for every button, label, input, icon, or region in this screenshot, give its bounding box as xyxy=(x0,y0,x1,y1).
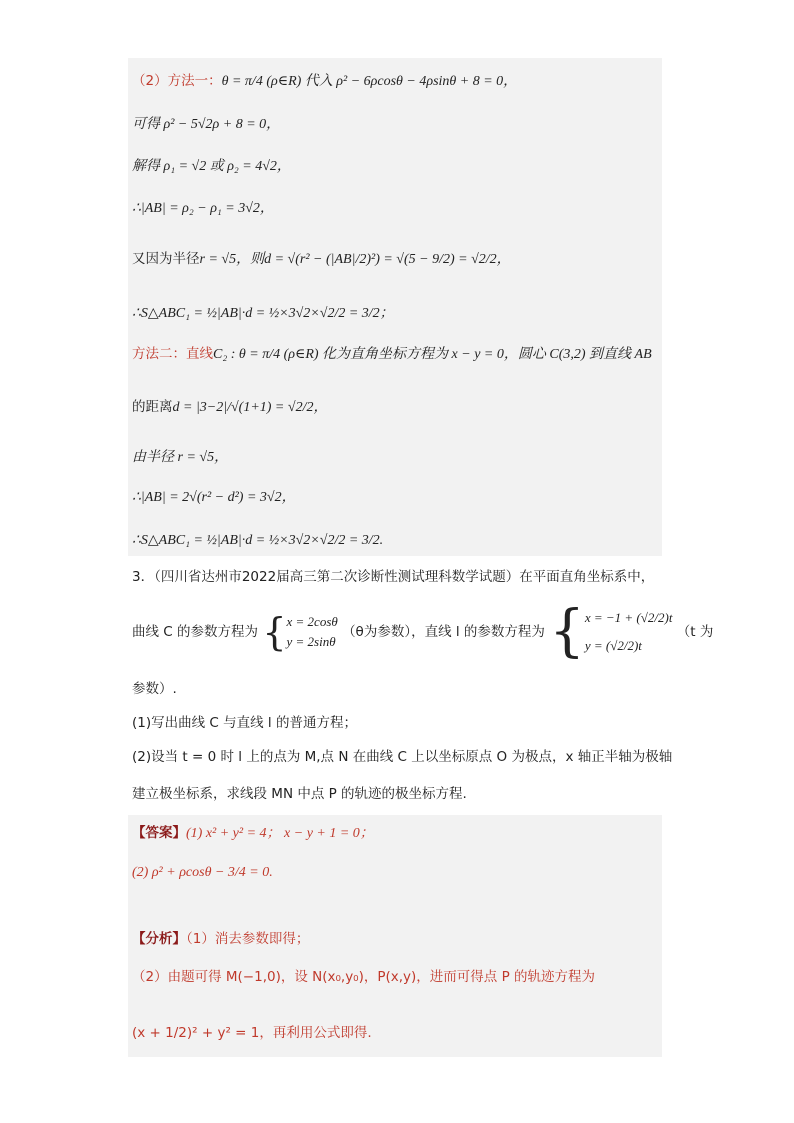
system-1-eq-2: y = 2sinθ xyxy=(286,634,336,649)
question-3-line-2 xyxy=(132,599,714,664)
question-3-line-4: (1)写出曲线 C 与直线 l 的普通方程； xyxy=(132,715,357,731)
solution-math-5c: d = √(r² − (|AB|/2)²) = √(5 − 9/2) = √2/2， xyxy=(264,252,511,267)
solution-math-1: θ = π/4 (ρ∈R) 代入 ρ² − 6ρcosθ − 4ρsinθ + 8 = 0， xyxy=(221,74,518,89)
brace-icon: { xyxy=(549,599,585,664)
method-two-label: 方法二：直线 xyxy=(132,346,213,362)
line-parametric-system xyxy=(585,608,673,656)
answer-line-1 xyxy=(132,822,374,845)
question-3-line-3: 参数）. xyxy=(132,681,177,697)
method-one-label: （2）方法一： xyxy=(132,73,222,89)
answer-tag: 【答案】 xyxy=(132,825,186,841)
solution-line-2: 可得 ρ² − 5√2ρ + 8 = 0， xyxy=(132,117,281,132)
analysis-line-3: (x + 1/2)² + y² = 1，再利用公式即得. xyxy=(132,1025,372,1041)
question-3-line-1: 3．（四川省达州市2022届高三第二次诊断性测试理科数学试题）在平面直角坐标系中， xyxy=(132,569,655,585)
question-3-line-5: (2)设当 t = 0 时 l 上的点为 M,点 N 在曲线 C 上以坐标原点 O 为极点，x 轴正半轴为极轴 xyxy=(132,749,673,765)
analysis-tag: 【分析】 xyxy=(132,931,186,947)
analysis-text-1: （1）消去参数即得； xyxy=(186,931,310,947)
analysis-line-1 xyxy=(132,928,309,950)
solution-text-8a: 的距离 xyxy=(132,399,173,415)
question-3-text-2c: （t 为 xyxy=(676,624,714,640)
solution-line-9: 由半径 r = √5， xyxy=(132,450,229,465)
solution-text-5a: 又因为半径 xyxy=(132,251,200,267)
solution-line-4: ∴|AB| = ρ₂ − ρ₁ = 3√2， xyxy=(132,201,274,216)
system-2-eq-2: y = (√2/2)t xyxy=(584,638,642,653)
curve-parametric-system xyxy=(287,612,338,652)
solution-math-5b: r = √5，则 xyxy=(199,252,265,267)
brace-icon: { xyxy=(262,610,287,654)
solution-line-1 xyxy=(132,70,517,93)
system-2-eq-1: x = −1 + (√2/2)t xyxy=(584,610,673,625)
analysis-line-2: （2）由题可得 M(−1,0)，设 N(x₀,y₀)，P(x,y)，进而可得点 P 的轨迹方程为 xyxy=(132,969,596,985)
solution-line-8 xyxy=(132,396,327,419)
system-1-eq-1: x = 2cosθ xyxy=(286,614,338,629)
solution-math-7: C₂ : θ = π/4 (ρ∈R) 化为直角坐标方程为 x − y = 0，圆心 C(3,2) 到直线 AB xyxy=(213,347,652,362)
solution-math-8b: d = |3−2|/√(1+1) = √2/2， xyxy=(172,400,328,415)
answer-math-1: (1) x² + y² = 4； x − y + 1 = 0； xyxy=(186,826,374,841)
question-3-text-2a: 曲线 C 的参数方程为 xyxy=(132,624,259,640)
solution-line-6: ∴S△ABC₁ = ½|AB|·d = ½×3√2×√2/2 = 3/2； xyxy=(132,306,394,321)
question-3-line-6: 建立极坐标系，求线段 MN 中点 P 的轨迹的极坐标方程. xyxy=(132,786,467,802)
question-3-text-2b: （θ为参数），直线 l 的参数方程为 xyxy=(342,624,545,640)
solution-line-11: ∴S△ABC₁ = ½|AB|·d = ½×3√2×√2/2 = 3/2. xyxy=(132,533,384,548)
solution-line-10: ∴|AB| = 2√(r² − d²) = 3√2， xyxy=(132,490,296,505)
solution-line-5 xyxy=(132,248,511,271)
solution-line-7 xyxy=(132,343,652,366)
answer-line-2: (2) ρ² + ρcosθ − 3/4 = 0. xyxy=(132,865,273,880)
solution-line-3: 解得 ρ₁ = √2 或 ρ₂ = 4√2， xyxy=(132,159,291,174)
